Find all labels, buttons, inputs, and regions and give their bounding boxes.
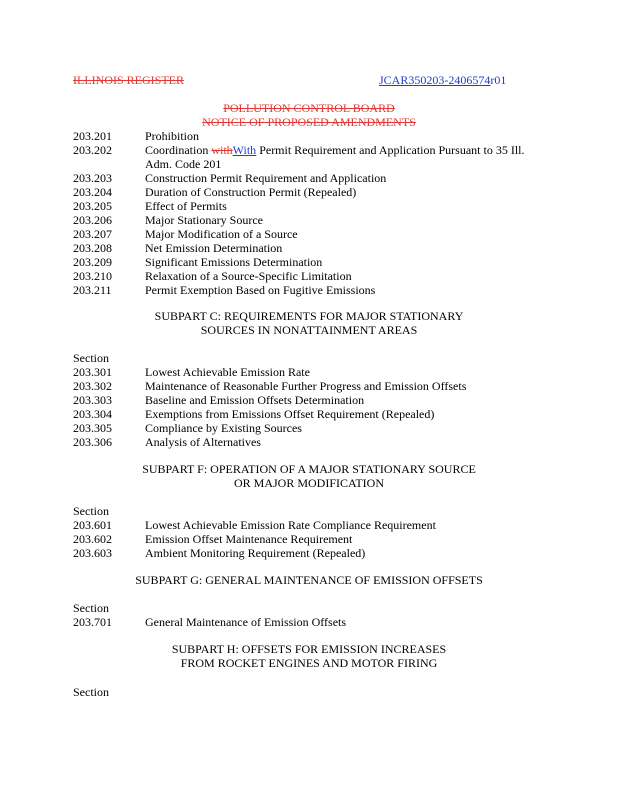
section-title: General Maintenance of Emission Offsets — [145, 615, 347, 629]
section-number: 203.602 — [73, 532, 112, 546]
section-title: Construction Permit Requirement and Application — [145, 171, 387, 185]
section-number: 203.209 — [73, 255, 112, 269]
section-number: 203.301 — [73, 365, 112, 379]
register-header: ILLINOIS REGISTER — [73, 73, 184, 87]
subpart-g-heading: SUBPART G: GENERAL MAINTENANCE OF EMISSION OFFSETS — [135, 573, 483, 587]
section-title: Relaxation of a Source-Specific Limitation — [145, 269, 352, 283]
section-number: 203.205 — [73, 199, 112, 213]
title-text: Permit Requirement and Application Pursuant to 35 Ill. — [256, 143, 525, 157]
section-number: 203.207 — [73, 227, 112, 241]
section-number: 203.304 — [73, 407, 112, 421]
section-title: Maintenance of Reasonable Further Progress and Emission Offsets — [145, 379, 467, 393]
subpart-h-heading-cont: FROM ROCKET ENGINES AND MOTOR FIRING — [180, 656, 438, 670]
subpart-c-heading-cont: SOURCES IN NONATTAINMENT AREAS — [200, 323, 418, 337]
section-number: 203.204 — [73, 185, 112, 199]
section-number: 203.203 — [73, 171, 112, 185]
subpart-f-heading-cont: OR MAJOR MODIFICATION — [233, 476, 384, 490]
jcar-code-suffix: r01 — [490, 73, 507, 87]
jcar-code[interactable] — [379, 73, 506, 87]
section-title: Permit Exemption Based on Fugitive Emissions — [145, 283, 376, 297]
section-title: Net Emission Determination — [145, 241, 283, 255]
section-title: Exemptions from Emissions Offset Requirement (Repealed) — [145, 407, 435, 421]
section-title: Baseline and Emission Offsets Determination — [145, 393, 365, 407]
section-title: Duration of Construction Permit (Repealed) — [145, 185, 357, 199]
agency-name: POLLUTION CONTROL BOARD — [223, 101, 395, 115]
section-number: 203.202 — [73, 143, 112, 157]
section-title: Major Modification of a Source — [145, 227, 298, 241]
section-number: 203.302 — [73, 379, 112, 393]
section-title: Emission Offset Maintenance Requirement — [145, 532, 353, 546]
section-number: 203.211 — [73, 283, 112, 297]
section-label: Section — [73, 504, 109, 518]
section-number: 203.201 — [73, 129, 112, 143]
deleted-text: with — [211, 143, 233, 157]
notice-title: NOTICE OF PROPOSED AMENDMENTS — [202, 115, 416, 129]
section-number: 203.305 — [73, 421, 112, 435]
section-title: Prohibition — [145, 129, 200, 143]
section-title: Lowest Achievable Emission Rate — [145, 365, 310, 379]
section-title: Compliance by Existing Sources — [145, 421, 302, 435]
section-number: 203.601 — [73, 518, 112, 532]
section-number: 203.603 — [73, 546, 112, 560]
section-number: 203.210 — [73, 269, 112, 283]
subpart-h-heading: SUBPART H: OFFSETS FOR EMISSION INCREASES — [171, 642, 447, 656]
section-number: 203.701 — [73, 615, 112, 629]
section-title: Major Stationary Source — [145, 213, 263, 227]
section-label: Section — [73, 685, 109, 699]
section-title: Analysis of Alternatives — [145, 435, 261, 449]
title-text: Coordination — [145, 143, 212, 157]
inserted-text: With — [232, 143, 257, 157]
section-number: 203.208 — [73, 241, 112, 255]
section-title: Effect of Permits — [145, 199, 227, 213]
section-label: Section — [73, 601, 109, 615]
section-title: Ambient Monitoring Requirement (Repealed) — [145, 546, 366, 560]
section-label: Section — [73, 351, 109, 365]
jcar-code-link[interactable]: JCAR350203-2406574 — [379, 73, 491, 87]
subpart-c-heading: SUBPART C: REQUIREMENTS FOR MAJOR STATIONARY — [154, 309, 464, 323]
section-number: 203.306 — [73, 435, 112, 449]
section-number: 203.303 — [73, 393, 112, 407]
section-title: Significant Emissions Determination — [145, 255, 323, 269]
section-number: 203.206 — [73, 213, 112, 227]
section-title-cont: Adm. Code 201 — [145, 157, 222, 171]
subpart-f-heading: SUBPART F: OPERATION OF A MAJOR STATIONARY SOURCE — [142, 462, 476, 476]
section-title — [145, 143, 524, 157]
section-title: Lowest Achievable Emission Rate Compliance Requirement — [145, 518, 436, 532]
